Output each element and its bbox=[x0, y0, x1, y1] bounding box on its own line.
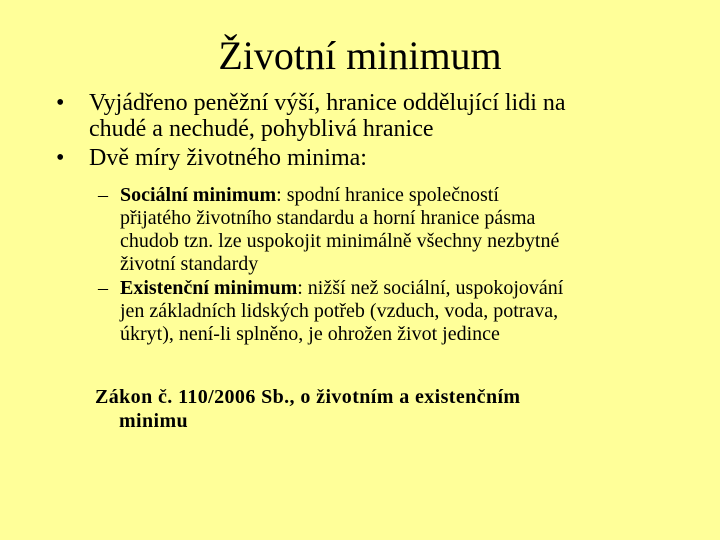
sub-bullet-line: chudob tzn. lze uspokojit minimálně všechny nezbytné bbox=[120, 230, 560, 252]
sub-bullet-item bbox=[98, 277, 668, 346]
bullet-list bbox=[56, 90, 676, 174]
bullet-line: Vyjádřeno peněžní výší, hranice oddělující lidi na bbox=[89, 90, 566, 116]
law-reference-line: minimu bbox=[119, 410, 189, 432]
term-existence-minimum: Existenční minimum bbox=[120, 277, 298, 299]
term-definition-start: : spodní hranice společností bbox=[276, 184, 499, 206]
sub-bullet-list bbox=[98, 184, 668, 347]
slide-title: Životní minimum bbox=[218, 33, 502, 78]
bullet-line: Dvě míry životného minima: bbox=[89, 145, 367, 171]
bullet-line: chudé a nechudé, pohyblivá hranice bbox=[89, 116, 434, 142]
bullet-item bbox=[56, 145, 676, 171]
law-reference bbox=[95, 385, 655, 433]
sub-bullet-line: životní standardy bbox=[120, 253, 259, 275]
sub-bullet-line: jen základních lidských potřeb (vzduch, voda, potrava, bbox=[120, 300, 559, 322]
sub-bullet-line: přijatého životního standardu a horní hranice pásma bbox=[120, 207, 536, 229]
dash-marker: – bbox=[98, 184, 108, 206]
bullet-marker: • bbox=[56, 90, 65, 116]
sub-bullet-line: úkryt), není-li splněno, je ohrožen život jedince bbox=[120, 323, 500, 345]
dash-marker: – bbox=[98, 277, 108, 299]
bullet-marker: • bbox=[56, 145, 65, 171]
law-reference-line: Zákon č. 110/2006 Sb., o životním a existenčním bbox=[95, 386, 521, 408]
term-social-minimum: Sociální minimum bbox=[120, 184, 277, 206]
term-definition-start: : nižší než sociální, uspokojování bbox=[297, 277, 564, 299]
sub-bullet-first-line bbox=[120, 277, 668, 300]
sub-bullet-first-line bbox=[120, 184, 668, 207]
sub-bullet-item bbox=[98, 184, 668, 276]
bullet-item bbox=[56, 90, 676, 142]
